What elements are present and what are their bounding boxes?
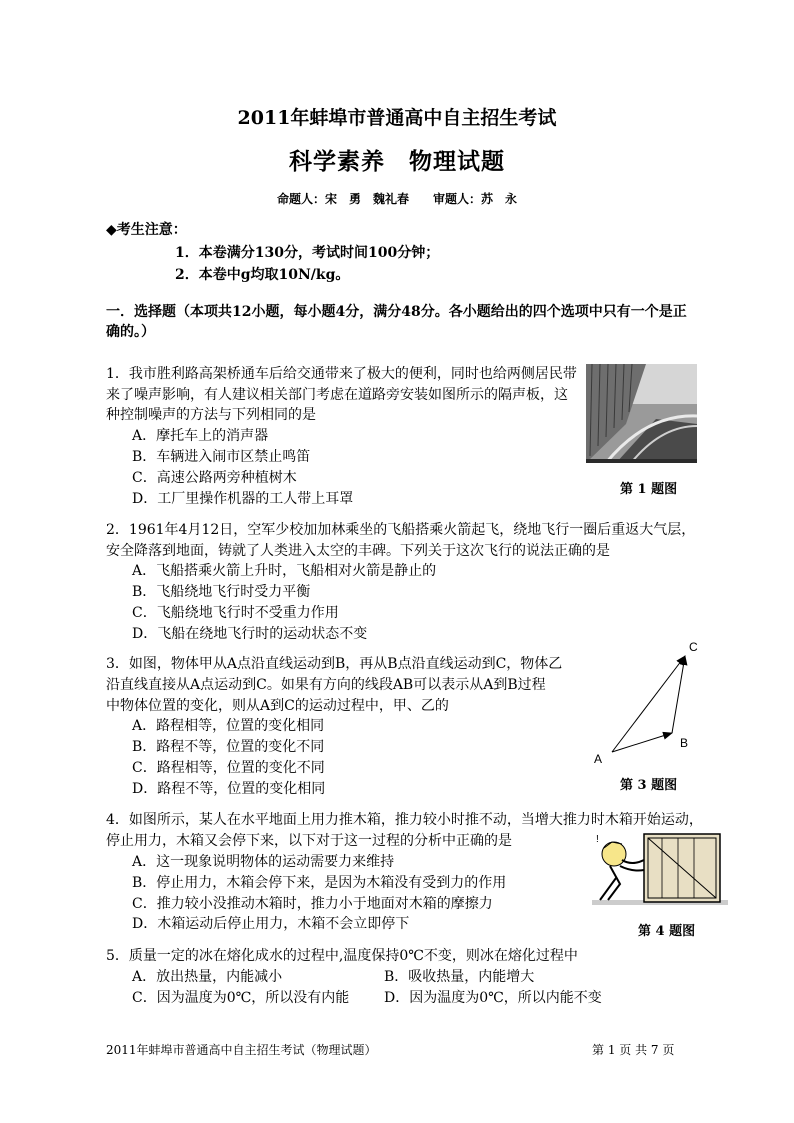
q4-option-b: B．停止用力，木箱会停下来，是因为木箱没有受到力的作用 — [132, 875, 507, 891]
q1-figure-caption: 第 1 题图 — [620, 482, 678, 497]
point-a-label: A — [594, 752, 603, 766]
q1-option-c: C．高速公路两旁种植树木 — [132, 470, 297, 486]
exam-subtitle: 科学素养 物理试题 — [289, 148, 505, 175]
q3-line: 中物体位置的变化，则从A到C的运动过程中，甲、乙的 — [106, 698, 449, 714]
footer-left: 2011年蚌埠市普通高中自主招生考试（物理试题） — [106, 1043, 377, 1057]
q4-figure-pushing-box — [592, 830, 728, 910]
q1-option-d: D．工厂里操作机器的工人带上耳罩 — [132, 491, 354, 507]
q4-line: 停止用力，木箱又会停下来，以下对于这一过程的分析中正确的是 — [106, 833, 512, 849]
q5-option-b: B．吸收热量，内能增大 — [384, 969, 535, 985]
q2-line: 安全降落到地面，铸就了人类进入太空的丰碑。下列关于这次飞行的说法正确的是 — [106, 543, 610, 559]
q1-option-b: B．车辆进入闹市区禁止鸣笛 — [132, 449, 311, 465]
q2-option-d: D．飞船在绕地飞行时的运动状态不变 — [132, 626, 368, 642]
q4-option-a: A．这一现象说明物体的运动需要力来维持 — [132, 854, 395, 870]
q3-vector-diagram — [590, 636, 710, 771]
point-c-label: C — [689, 640, 698, 654]
q3-option-a: A．路程相等，位置的变化相同 — [132, 718, 325, 734]
q2-line: 2．1961年4月12日，空军少校加加林乘坐的飞船搭乘火箭起飞，绕地飞行一圈后重返大气层， — [106, 522, 696, 538]
q4-option-c: C．推力较小没推动木箱时，推力小于地面对木箱的摩擦力 — [132, 896, 493, 912]
vector-a-to-c — [612, 656, 685, 752]
section-heading-line1: 一．选择题（本项共12小题，每小题4分，满分48分。各小题给出的四个选项中只有一个是正 — [106, 304, 687, 320]
notice-heading: ◆考生注意： — [106, 222, 187, 238]
q5-option-a: A．放出热量，内能减小 — [132, 969, 283, 985]
q2-option-b: B．飞船绕地飞行时受力平衡 — [132, 584, 311, 600]
q3-option-d: D．路程不等，位置的变化相同 — [132, 781, 326, 797]
exam-title: 2011年蚌埠市普通高中自主招生考试 — [237, 107, 557, 129]
q2-option-a: A．飞船搭乘火箭上升时，飞船相对火箭是静止的 — [132, 563, 437, 579]
q4-option-d: D．木箱运动后停止用力，木箱不会立即停下 — [132, 916, 410, 932]
q3-line: 沿直线直接从A点运动到C。如果有方向的线段AB可以表示从A到B过程 — [106, 677, 546, 693]
svg-text:!: ! — [596, 834, 599, 845]
q1-option-a: A．摩托车上的消声器 — [132, 428, 269, 444]
vector-b-to-c — [672, 656, 685, 733]
section-heading-line2: 确的。） — [106, 324, 155, 340]
q1-figure-photo — [586, 364, 697, 463]
q3-figure-caption: 第 3 题图 — [620, 778, 678, 793]
q5-option-d: D．因为温度为0℃，所以内能不变 — [384, 990, 602, 1006]
q2-option-c: C．飞船绕地飞行时不受重力作用 — [132, 605, 339, 621]
q3-line: 3．如图，物体甲从A点沿直线运动到B，再从B点沿直线运动到C，物体乙 — [106, 656, 563, 672]
notice-item-2: 2．本卷中g均取10N/kg。 — [175, 267, 350, 283]
footer-page-number: 第 1 页 共 7 页 — [592, 1043, 675, 1057]
q1-line: 来了噪声影响，有人建议相关部门考虑在道路旁安装如图所示的隔声板，这 — [106, 387, 568, 403]
notice-item-1: 1．本卷满分130分，考试时间100分钟； — [175, 245, 440, 261]
q5-line: 5．质量一定的冰在熔化成水的过程中,温度保持0℃不变，则冰在熔化过程中 — [106, 948, 578, 964]
vector-a-to-b — [612, 733, 672, 752]
q5-option-c: C．因为温度为0℃，所以没有内能 — [132, 990, 350, 1006]
point-b-label: B — [680, 736, 689, 750]
q4-line: 4．如图所示，某人在水平地面上用力推木箱，推力较小时推不动，当增大推力时木箱开始运动， — [106, 812, 703, 828]
q1-line: 1．我市胜利路高架桥通车后给交通带来了极大的便利，同时也给两侧居民带 — [106, 366, 577, 382]
q3-option-c: C．路程相等，位置的变化不同 — [132, 760, 325, 776]
q1-line: 种控制噪声的方法与下列相同的是 — [106, 407, 316, 423]
authors-line: 命题人：宋 勇 魏礼春 审题人：苏 永 — [276, 192, 517, 206]
q3-option-b: B．路程不等，位置的变化不同 — [132, 739, 325, 755]
q4-figure-caption: 第 4 题图 — [638, 924, 696, 939]
